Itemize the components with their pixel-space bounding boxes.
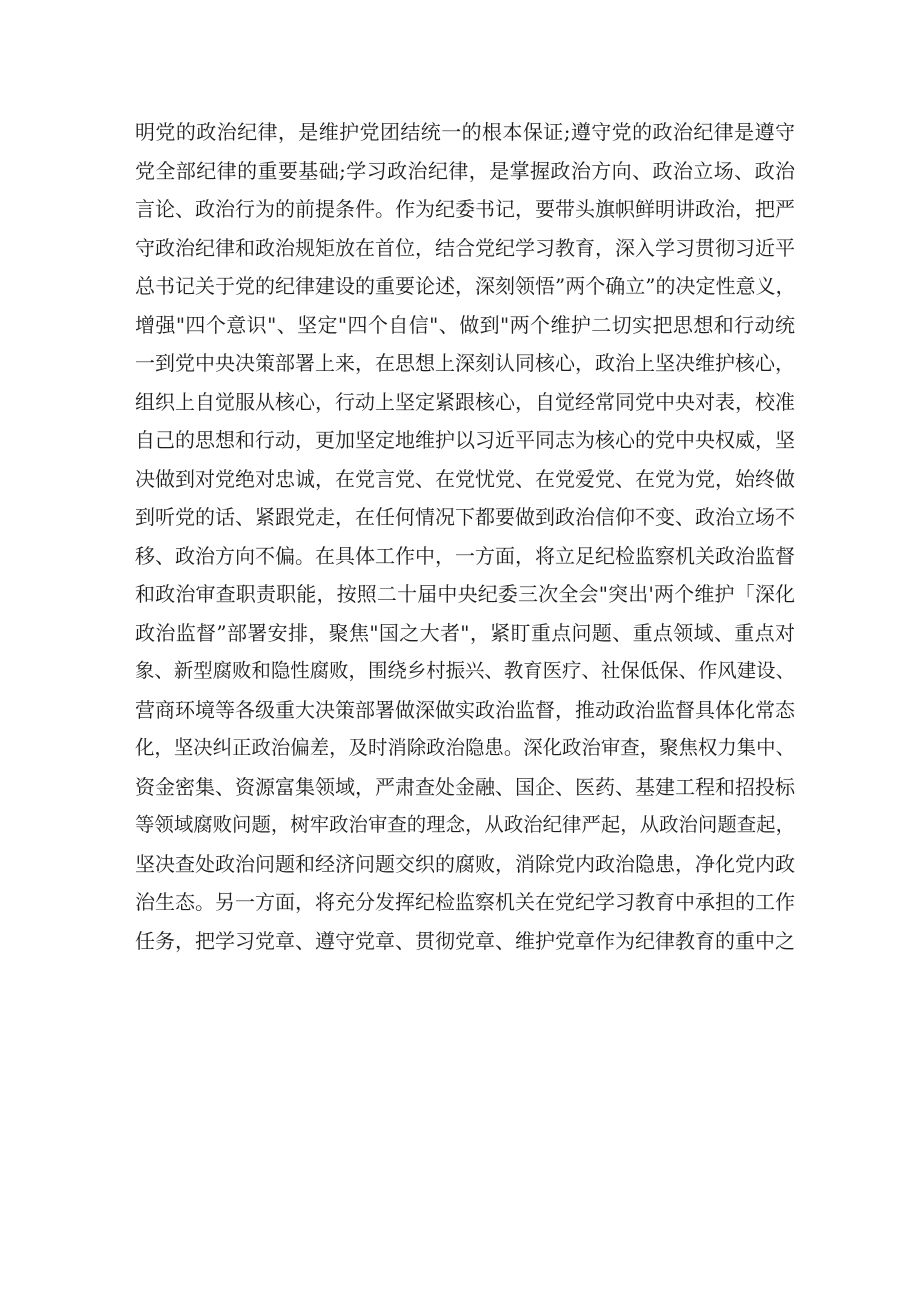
text-line: 守政治纪律和政治规矩放在首位，结合党纪学习教育，深入学习贯彻习近平 [135, 235, 795, 260]
text-line: 自己的思想和行动，更加坚定地维护以习近平同志为核心的党中央权威，坚 [135, 428, 795, 452]
text-line: 明党的政治纪律，是维护党团结统一的根本保证;遵守党的政治纪律是遵守 [135, 120, 795, 144]
text-line: 决做到对党绝对忠诚，在党言党、在党忧党、在党爱党、在党为党，始终做 [135, 466, 795, 491]
text-line: 言论、政治行为的前提条件。作为纪委书记，要带头旗帜鲜明讲政治，把严 [135, 197, 795, 221]
text-line: 和政治审查职责职能，按照二十届中央纪委三次全会"突出'两个维护「深化 [135, 582, 795, 606]
text-line: 增强"四个意识"、坚定"四个自信"、做到"两个维护二切实把思想和行动统 [135, 312, 795, 337]
text-line: 营商环境等各级重大决策部署做深做实政治监督，推动政治监督具体化常态 [135, 697, 795, 722]
text-line: 等领域腐败问题，树牢政治审查的理念，从政治纪律严起，从政治问题查起， [135, 813, 795, 836]
text-line: 治生态。另一方面，将充分发挥纪检监察机关在党纪学习教育中承担的工作 [135, 890, 795, 914]
text-line: 资金密集、资源富集领域，严肃查处金融、国企、医药、基建工程和招投标 [135, 774, 795, 799]
text-line: 到听党的话、紧跟党走，在任何情况下都要做到政治信仰不变、政治立场不 [135, 505, 795, 529]
body-paragraph [135, 113, 795, 960]
text-line: 总书记关于党的纪律建设的重要论述，深刻领悟”两个确立”的决定性意义， [135, 274, 796, 298]
text-line: 组织上自觉服从核心，行动上坚定紧跟核心，自觉经常同党中央对表，校准 [135, 389, 795, 414]
text-line: 移、政治方向不偏。在具体工作中，一方面，将立足纪检监察机关政治监督 [135, 543, 795, 568]
text-line: 坚决查处政治问题和经济问题交织的腐败，消除党内政治隐患，净化党内政 [135, 851, 795, 876]
text-line: 任务，把学习党章、遵守党章、贯彻党章、维护党章作为纪律教育的重中之 [135, 928, 795, 953]
text-line: 政治监督”部署安排，聚焦"国之大者"，紧盯重点问题、重点领域、重点对 [135, 620, 795, 645]
text-line: 党全部纪律的重要基础;学习政治纪律，是掌握政治方向、政治立场、政治 [135, 158, 795, 183]
text-line: 象、新型腐败和隐性腐败，围绕乡村振兴、教育医疗、社保低保、作风建设、 [135, 659, 795, 682]
text-line: 化，坚决纠正政治偏差，及时消除政治隐患。深化政治审查，聚焦权力集中、 [135, 736, 795, 759]
text-line: 一到党中央决策部署上来，在思想上深刻认同核心，政治上坚决维护核心， [135, 351, 795, 375]
